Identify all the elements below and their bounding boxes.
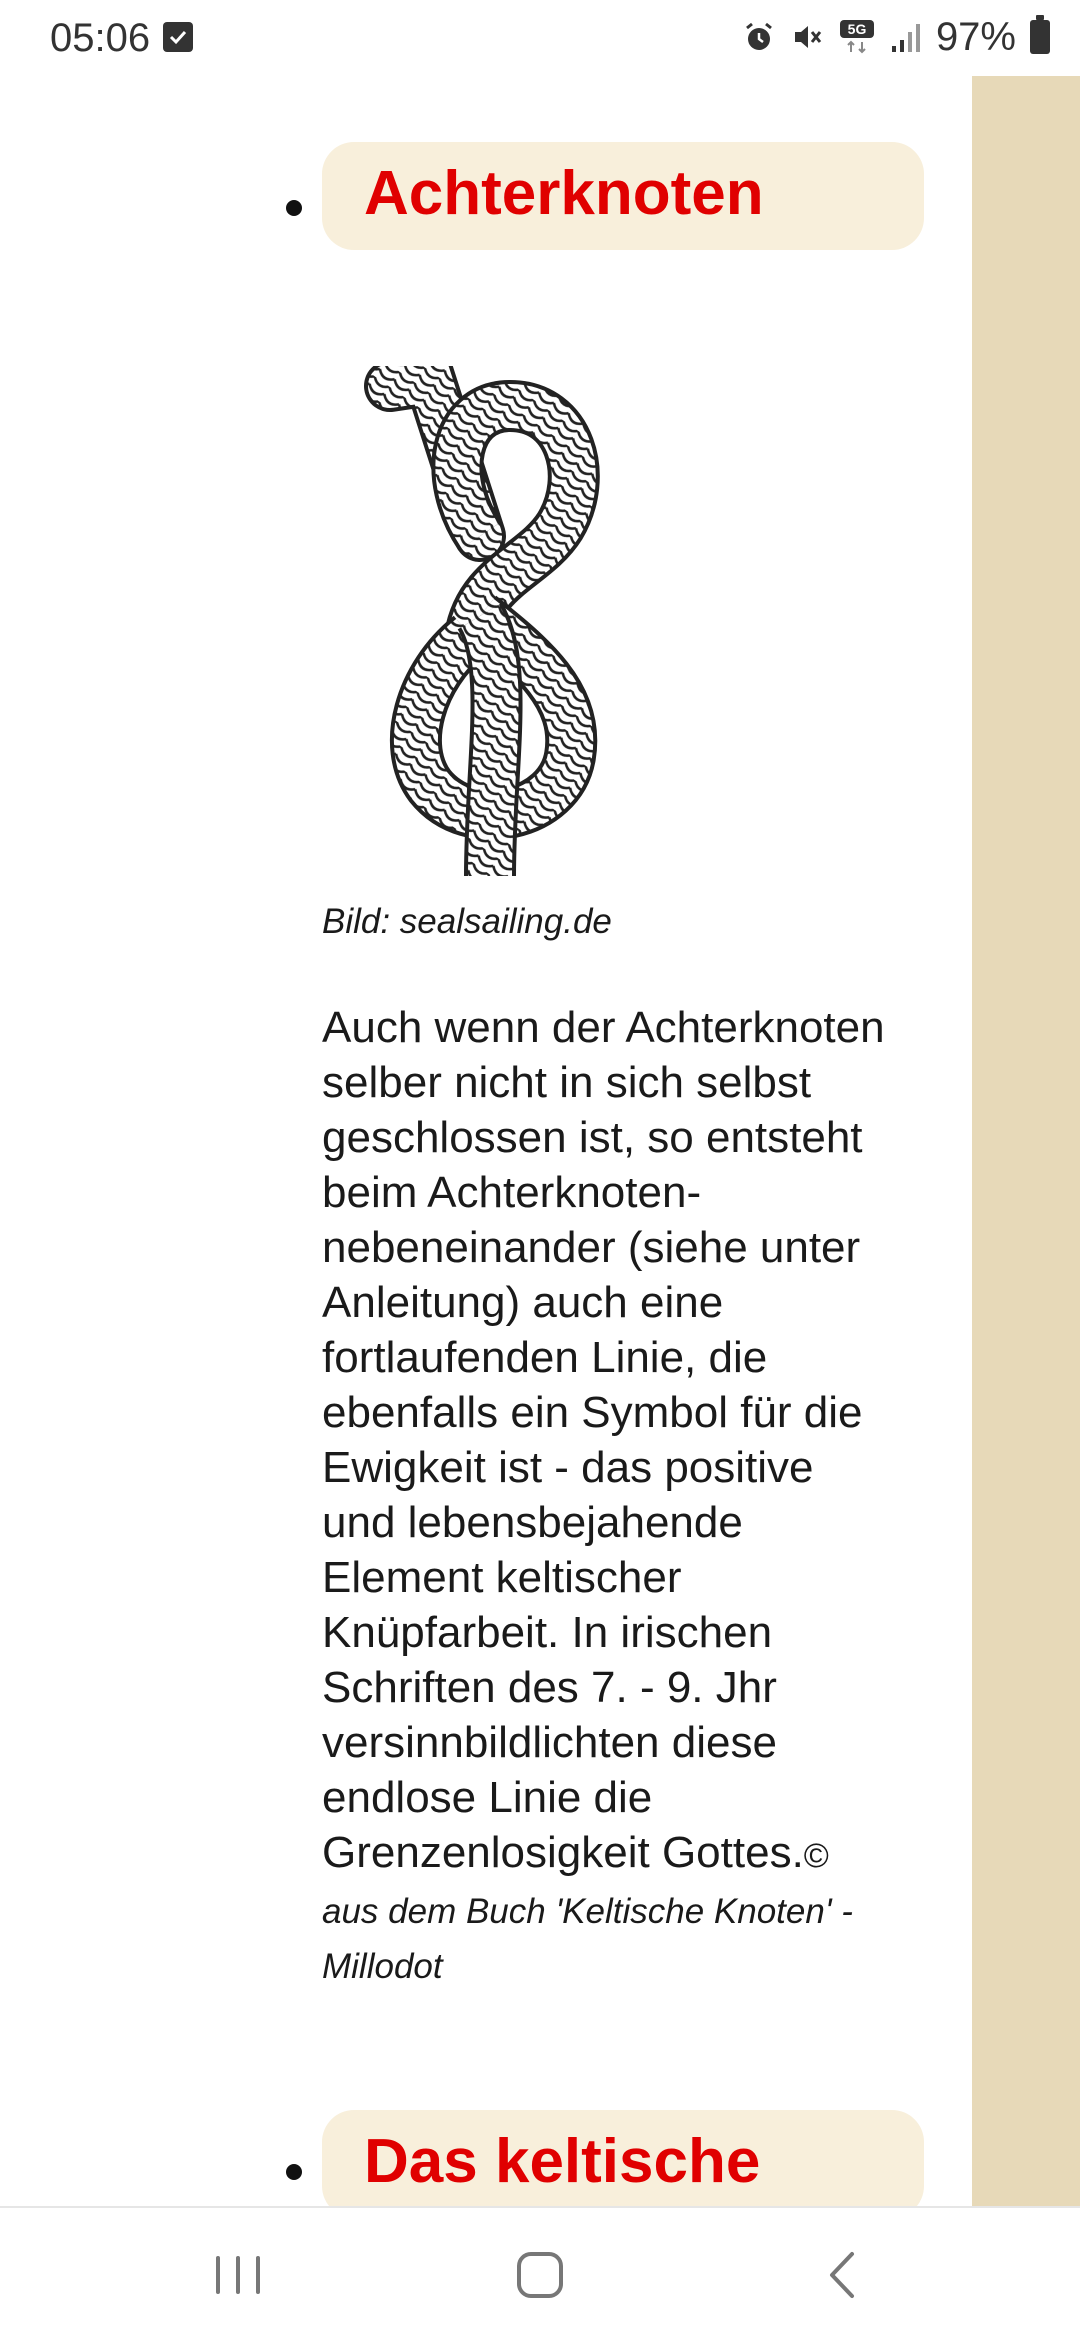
status-icons bbox=[742, 14, 1050, 60]
battery-icon bbox=[1030, 20, 1050, 54]
checkbox-notification-icon bbox=[163, 22, 193, 52]
5g-icon bbox=[838, 18, 876, 56]
section-heading-das-keltische bbox=[322, 2110, 924, 2206]
list-bullet bbox=[286, 2164, 302, 2180]
paragraph-line: Element keltischer bbox=[322, 1553, 682, 1602]
paragraph-line: Auch wenn der Achterknoten bbox=[322, 1003, 885, 1052]
recent-apps-icon[interactable] bbox=[198, 2242, 278, 2308]
paragraph-line: und lebensbejahende bbox=[322, 1498, 743, 1547]
figure-eight-knot-image bbox=[360, 366, 640, 886]
paragraph-line: nebeneinander (siehe unter bbox=[322, 1223, 861, 1272]
status-time: 05:06 bbox=[50, 16, 151, 60]
image-credit: Bild: sealsailing.de bbox=[322, 902, 612, 941]
paragraph-line: beim Achterknoten- bbox=[322, 1168, 702, 1217]
paragraph-line: geschlossen ist, so entsteht bbox=[322, 1113, 863, 1162]
paragraph-line: selber nicht in sich selbst bbox=[322, 1058, 812, 1107]
svg-text:5G: 5G bbox=[847, 21, 867, 37]
paragraph-line: Anleitung) auch eine bbox=[322, 1278, 724, 1327]
section-heading-achterknoten bbox=[322, 142, 924, 250]
alarm-icon bbox=[742, 20, 776, 54]
home-icon[interactable] bbox=[500, 2242, 580, 2308]
paragraph-line: endlose Linie die bbox=[322, 1773, 653, 1822]
paragraph-line: fortlaufenden Linie, die bbox=[322, 1333, 768, 1382]
right-sidebar bbox=[972, 76, 1080, 2206]
mute-icon bbox=[790, 20, 824, 54]
copyright-symbol: © bbox=[803, 1837, 829, 1875]
list-bullet bbox=[286, 200, 302, 216]
battery-percent: 97% bbox=[935, 14, 1016, 59]
paragraph-line: ebenfalls ein Symbol für die bbox=[322, 1388, 863, 1437]
paragraph-line-last bbox=[322, 1825, 942, 1884]
paragraph-line: versinnbildlichten diese bbox=[322, 1718, 777, 1767]
paragraph-line: Schriften des 7. - 9. Jhr bbox=[322, 1663, 777, 1712]
heading-text: Achterknoten bbox=[364, 159, 764, 228]
heading-text: Das keltische bbox=[364, 2127, 761, 2196]
article-paragraph bbox=[322, 1000, 942, 1884]
paragraph-text: Grenzenlosigkeit Gottes. bbox=[322, 1828, 804, 1877]
status-bar bbox=[0, 0, 1080, 76]
source-line: aus dem Buch 'Keltische Knoten' - bbox=[322, 1892, 853, 1931]
source-line: Millodot bbox=[322, 1947, 443, 1986]
navigation-bar bbox=[0, 2206, 1080, 2340]
back-icon[interactable] bbox=[802, 2242, 882, 2308]
paragraph-line: Knüpfarbeit. In irischen bbox=[322, 1608, 773, 1657]
paragraph-line: Ewigkeit ist - das positive bbox=[322, 1443, 814, 1492]
signal-icon bbox=[890, 20, 922, 54]
book-source bbox=[322, 1884, 853, 1994]
web-page[interactable] bbox=[0, 76, 1080, 2206]
